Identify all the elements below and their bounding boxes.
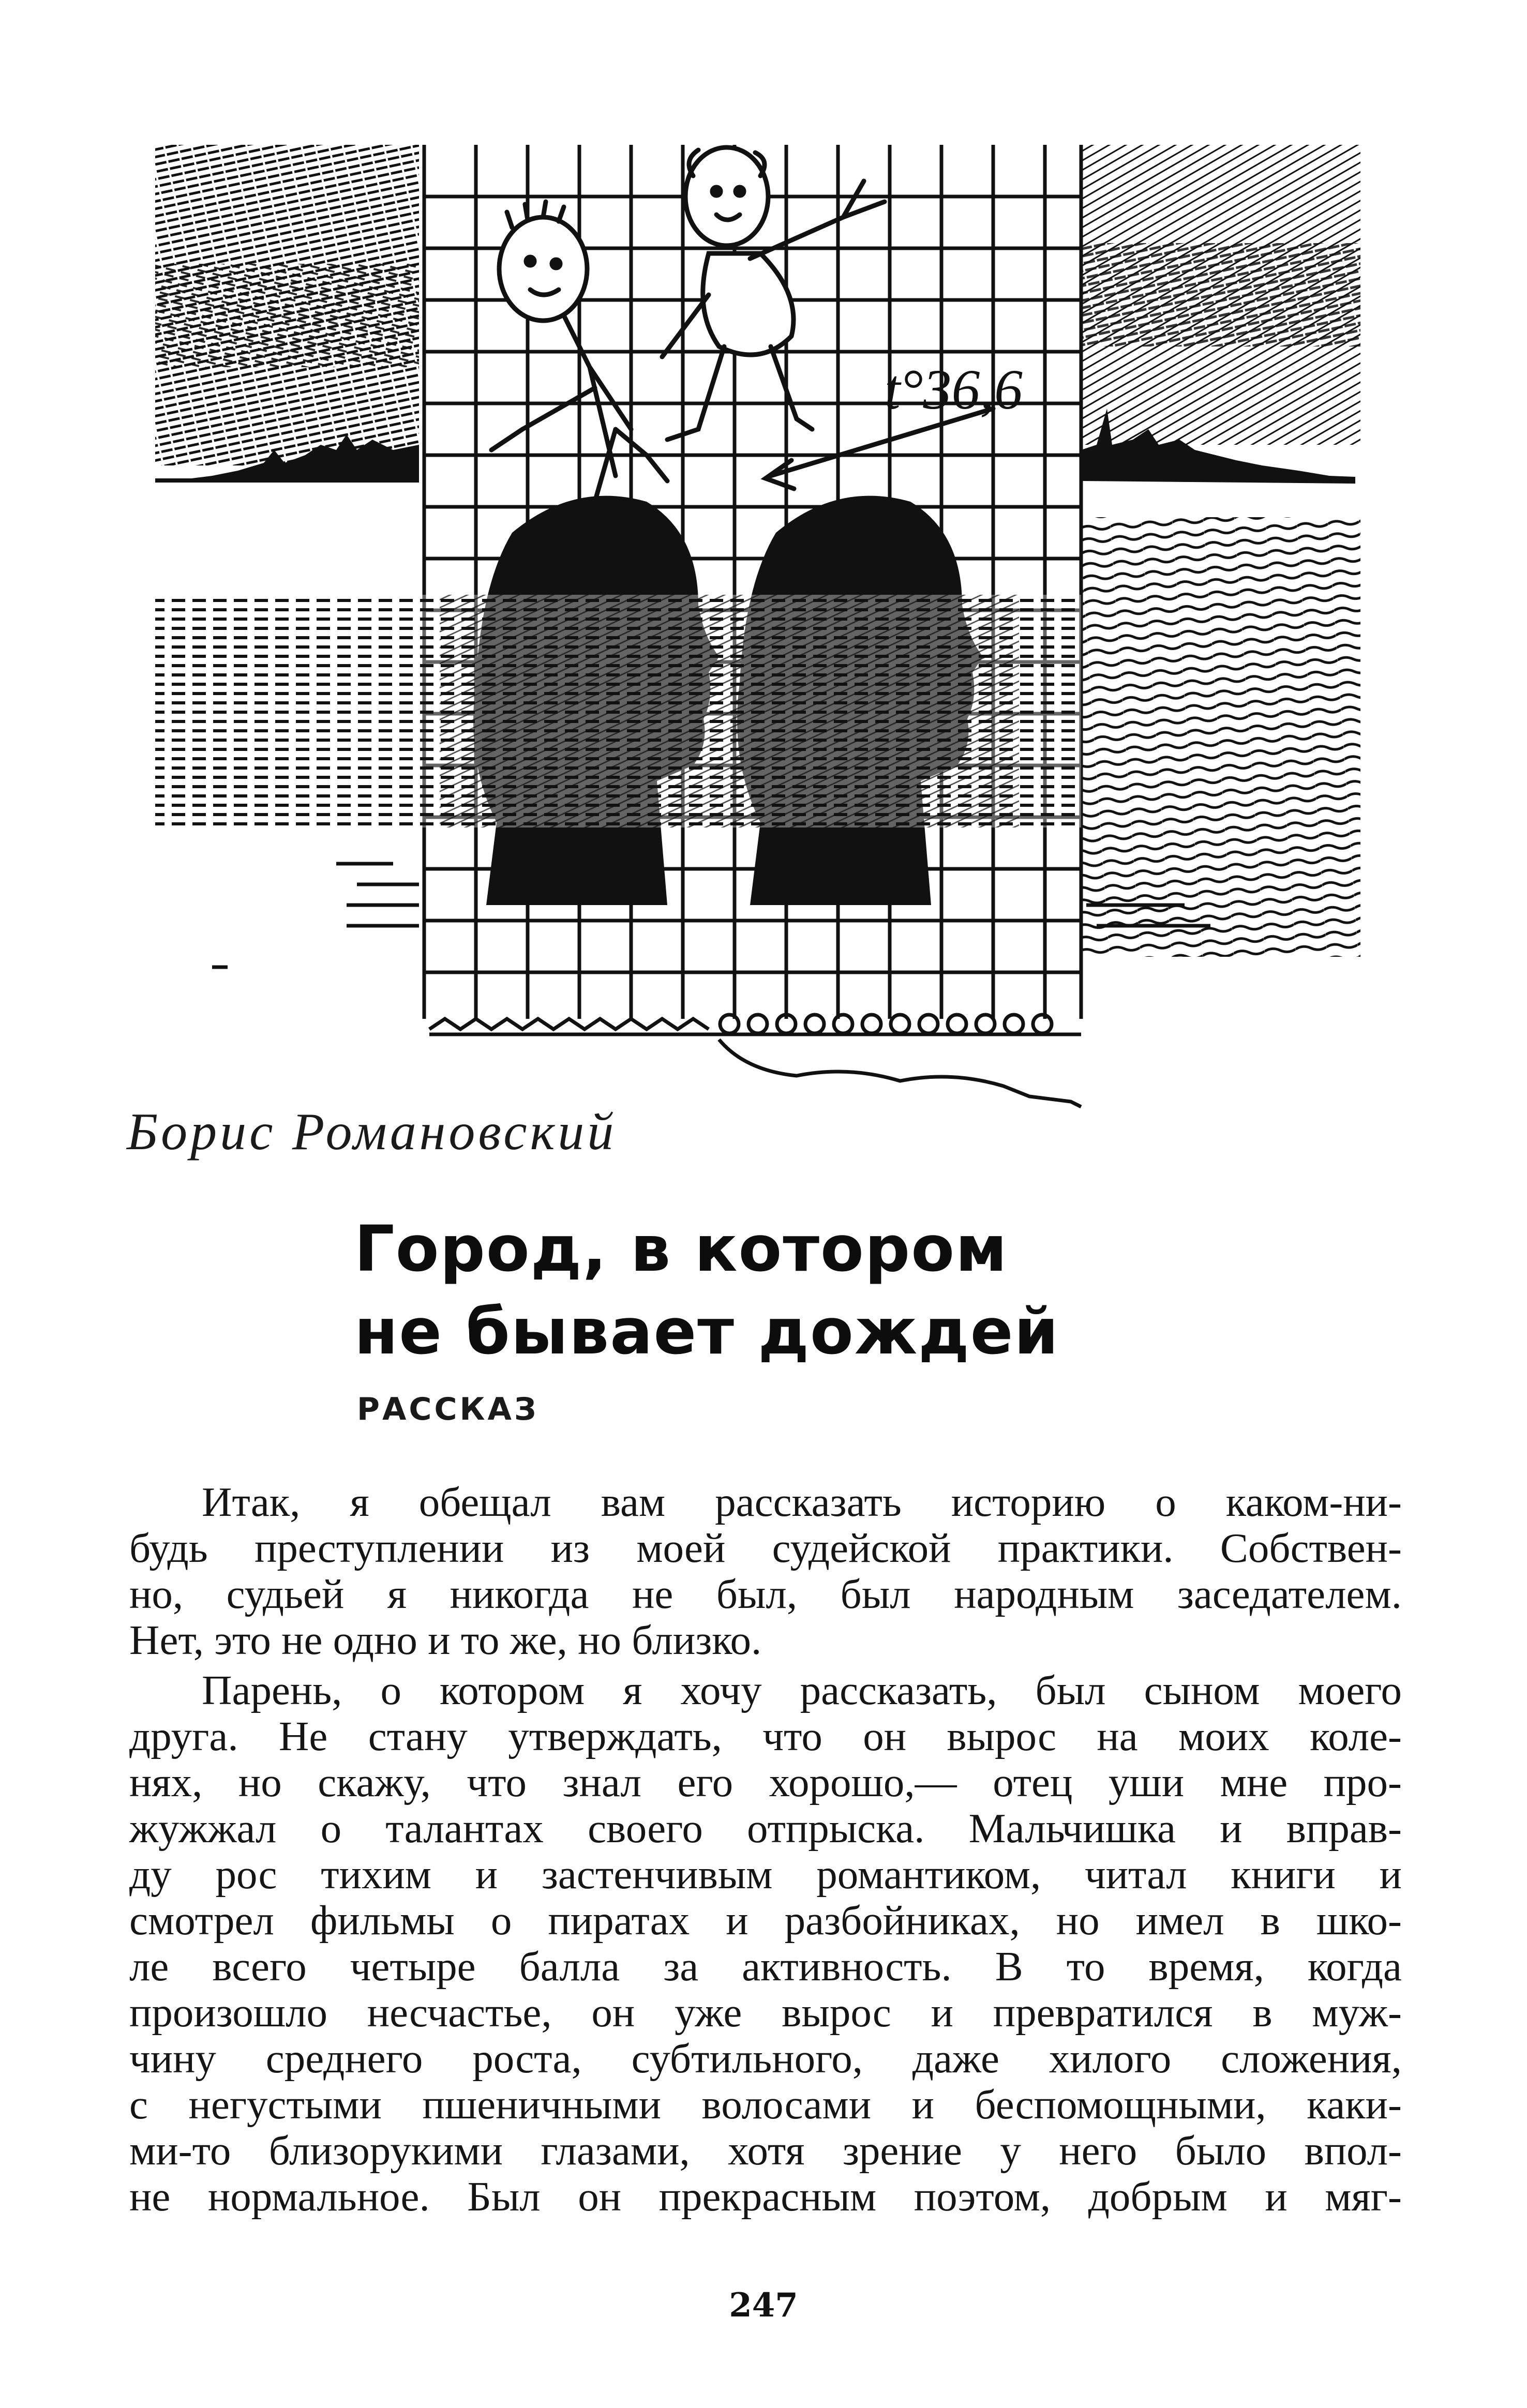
text-line: Нет, это не одно и то же, но близко.	[129, 1617, 762, 1663]
text-line: не нормальное. Был он прекрасным поэтом, добрым и мяг-	[129, 2173, 1402, 2220]
text-line: нях, но скажу, что знал его хорошо,— отец уши мне про-	[129, 1759, 1402, 1805]
author-name: Борис Романовский	[127, 1103, 617, 1161]
text-line: Итак, я обещал вам рассказать историю о каком-ни-	[202, 1479, 1402, 1525]
right-sky-hatching	[1081, 145, 1360, 445]
text-line: но, судьей я никогда не был, был народным заседателем.	[129, 1571, 1402, 1617]
genre-label: РАССКАЗ	[357, 1391, 539, 1427]
paragraph-2	[129, 1667, 1402, 2220]
text-line: Парень, о котором я хочу рассказать, был сыном моего	[202, 1667, 1402, 1713]
text-line: ле всего четыре балла за активность. В то время, когда	[129, 1943, 1402, 1990]
right-sea-waves	[1081, 517, 1360, 957]
story-illustration	[150, 140, 1371, 1112]
text-line: ду рос тихим и застенчивым романтиком, читал книги и	[129, 1851, 1402, 1898]
paragraph-1	[129, 1479, 1402, 1663]
text-line: ми-то близорукими глазами, хотя зрение у него было впол-	[129, 2127, 1402, 2174]
text-line: будь преступлении из моей судейской практики. Собствен-	[129, 1525, 1402, 1571]
text-line: смотрел фильмы о пиратах и разбойниках, но имел в шко-	[129, 1897, 1402, 1944]
text-line: произошло несчастье, он уже вырос и превратился в муж-	[129, 1989, 1402, 2036]
title-line-1: Город, в котором	[354, 1212, 1008, 1286]
textured-band	[155, 595, 1081, 827]
text-line: друга. Не стану утверждать, что он вырос на моих коле-	[129, 1713, 1402, 1759]
text-line: с негустыми пшеничными волосами и беспомощными, каки-	[129, 2081, 1402, 2128]
bottom-pattern-line	[429, 1015, 1081, 1107]
left-dash-marks	[212, 864, 419, 967]
title-line-2: не бывает дождей	[354, 1295, 1059, 1368]
story-body	[129, 1479, 1402, 2224]
temperature-annotation: t°36,6	[885, 358, 1023, 421]
stick-figure-girl	[662, 147, 885, 440]
text-line: жужжал о талантах своего отпрыска. Мальчишка и вправ-	[129, 1805, 1402, 1852]
story-title	[354, 1208, 1059, 1373]
text-line: чину среднего роста, субтильного, даже хилого сложения,	[129, 2035, 1402, 2082]
left-sky-hatching	[155, 145, 419, 465]
page-number: 247	[729, 2286, 798, 2325]
